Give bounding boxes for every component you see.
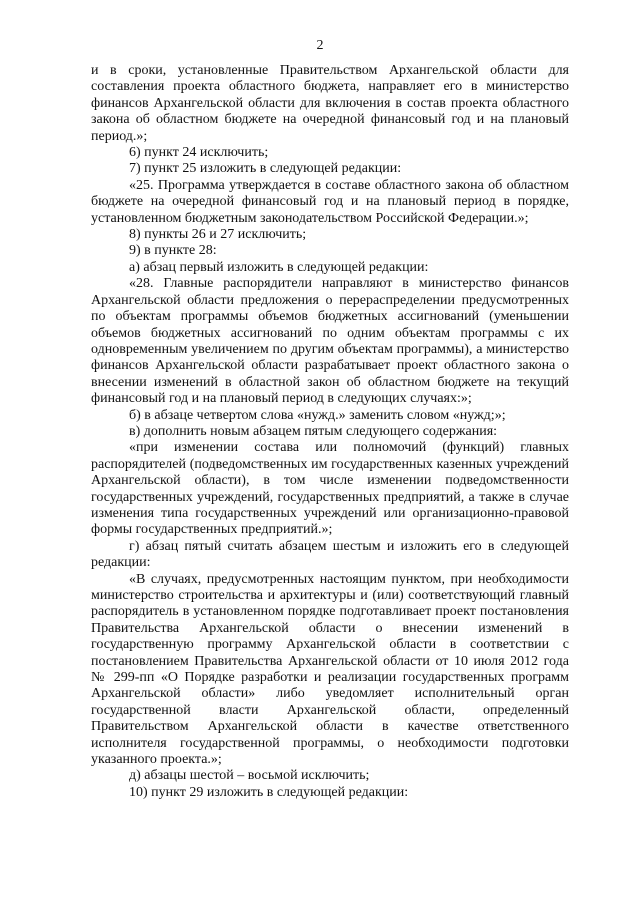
paragraph: б) в абзаце четвертом слова «нужд.» заменить словом «нужд;»; xyxy=(129,407,506,423)
paragraph: и в сроки, установленные Правительством Архангельской области для составления проекта областного бюджета, направляет его в министерство финансов Архангельской области для включения в состав проекта областного закона об областном бюджете на очередной финансовый год и на плановый период.»; xyxy=(91,63,569,144)
paragraph: в) дополнить новым абзацем пятым следующего содержания: xyxy=(129,423,498,439)
paragraph: «28. Главные распорядители направляют в министерство финансов Архангельской области предложения о перераспределении предусмотренных по объектам программы объемов бюджетных ассигнований (уменьшении объемов бюджетных ассигнований по одним объектам программы с их одновременным увеличением по другим объектам программы), а министерство финансов Архангельской области разрабатывает проект областного закона о внесении изменений в областной закон об областном бюджете на текущий финансовый год и на плановый период в следующих случаях:»; xyxy=(91,276,569,407)
paragraph: «при изменении состава или полномочий (функций) главных распорядителей (подведомственных им государственных казенных учреждений Архангельской области), в том числе изменении подведомственности государственных учреждений, государственных предприятий, а также в случае изменения типа государственных учреждений или организационно-правовой формы государственных предприятий.»; xyxy=(91,440,569,538)
paragraph: «В случаях, предусмотренных настоящим пунктом, при необходимости министерство строительства и архитектуры и (или) соответствующий главный распорядитель в установленном порядке подготавливает проект постановления Правительства Архангельской области о внесении изменений в государственную программу Архангельской области в соответствии с постановлением Правительства Архангельской области от 10 июля 2012 года № 299-пп «О Порядке разработки и реализации государственных программ Архангельской области» либо уведомляет исполнительный орган государственной власти Архангельской области, определенный Правительством Архангельской области в качестве ответственного исполнителя государственной программы, о необходимости подготовки указанного проекта.»; xyxy=(91,571,569,768)
paragraph: г) абзац пятый считать абзацем шестым и изложить его в следующей редакции: xyxy=(91,538,569,571)
document-body xyxy=(91,63,569,801)
paragraph: а) абзац первый изложить в следующей редакции: xyxy=(129,259,429,275)
page-number: 2 xyxy=(316,38,324,53)
paragraph: 10) пункт 29 изложить в следующей редакции: xyxy=(129,784,409,800)
paragraph: 8) пункты 26 и 27 исключить; xyxy=(129,227,307,243)
paragraph: «25. Программа утверждается в составе областного закона об областном бюджете на очередной финансовый год и на плановый период в порядке, установленном бюджетным законодательством Российской Федерации.»; xyxy=(91,177,569,226)
paragraph: 9) в пункте 28: xyxy=(129,243,217,259)
paragraph: 7) пункт 25 изложить в следующей редакции: xyxy=(129,161,402,177)
paragraph: д) абзацы шестой – восьмой исключить; xyxy=(129,768,370,784)
paragraph: 6) пункт 24 исключить; xyxy=(129,145,269,161)
